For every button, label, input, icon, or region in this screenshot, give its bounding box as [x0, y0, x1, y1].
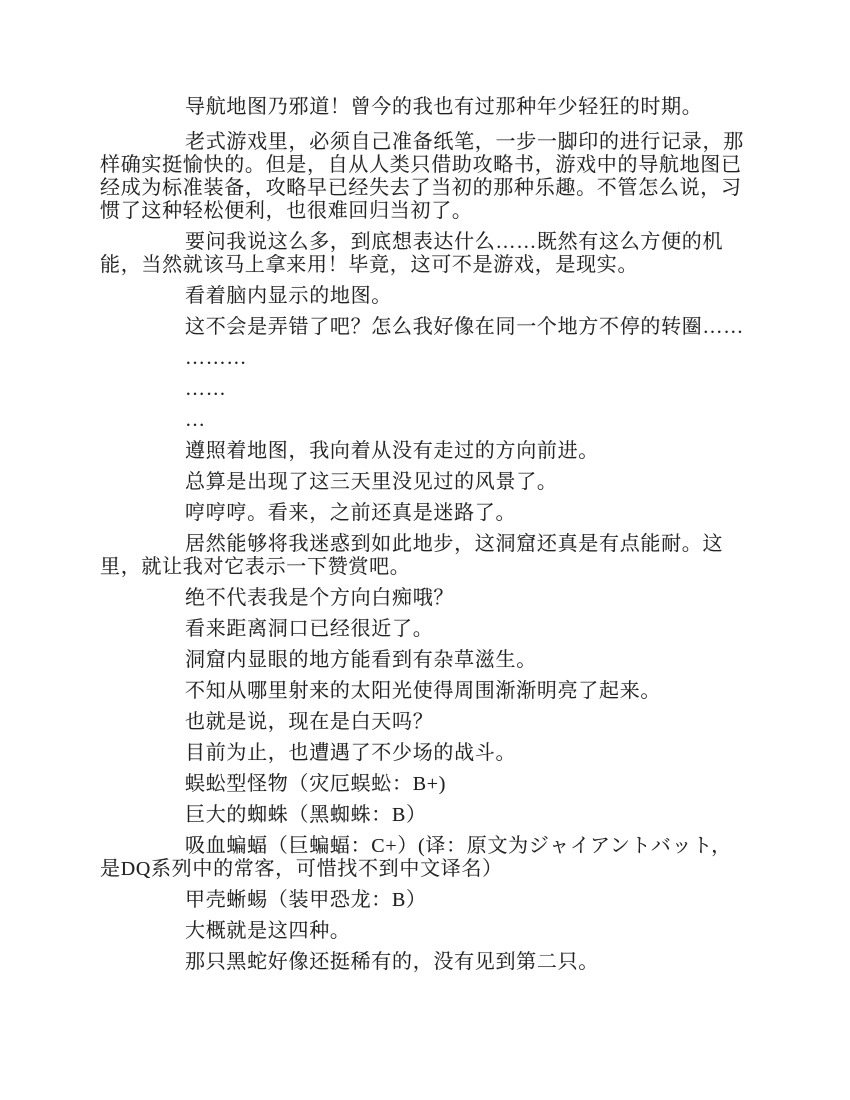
paragraph: 也就是说，现在是白天吗？: [185, 711, 434, 733]
paragraph: 蜈蚣型怪物（灾厄蜈蚣：B+): [185, 773, 447, 795]
paragraph: …: [185, 409, 206, 431]
paragraph: 目前为止，也遭遇了不少场的战斗。: [185, 742, 517, 764]
paragraph: 居然能够将我迷惑到如此地步，这洞窟还真是有点能耐。这里，就让我对它表示一下赞赏吧。: [100, 533, 724, 578]
paragraph: 看着脑内显示的地图。: [185, 285, 392, 307]
paragraph: 吸血蝙蝠（巨蝙蝠：C+）(译：原文为ジャイアントバット，是DQ系列中的常客，可惜找不到中文译名）: [100, 835, 732, 880]
paragraph: 导航地图乃邪道！曾今的我也有过那种年少轻狂的时期。: [185, 96, 703, 118]
paragraph: 绝不代表我是个方向白痴哦？: [185, 587, 455, 609]
paragraph: 不知从哪里射来的太阳光使得周围渐渐明亮了起来。: [185, 680, 662, 702]
paragraph: 洞窟内显眼的地方能看到有杂草滋生。: [185, 649, 537, 671]
paragraph: ………: [185, 347, 248, 369]
paragraph: 看来距离洞口已经很近了。: [185, 618, 434, 640]
paragraph: 那只黑蛇好像还挺稀有的，没有见到第二只。: [185, 951, 599, 973]
paragraph: 老式游戏里，必须自己准备纸笔，一步一脚印的进行记录，那样确实挺愉快的。但是，自从人类只借助攻略书，游戏中的导航地图已经成为标准装备，攻略早已经失去了当初的那种乐趣。不管怎么说，习惯了这种轻松便利，也很难回归当初了。: [100, 131, 744, 222]
paragraph: 甲壳蜥蜴（装甲恐龙：B）: [185, 889, 427, 911]
paragraph: 大概就是这四种。: [185, 920, 351, 942]
paragraph: 这不会是弄错了吧？怎么我好像在同一个地方不停的转圈……: [185, 316, 744, 338]
novel-text: [100, 96, 745, 982]
paragraph: ……: [185, 378, 227, 400]
paragraph: 巨大的蜘蛛（黑蜘蛛：B）: [185, 804, 427, 826]
paragraph: 要问我说这么多，到底想表达什么……既然有这么方便的机能，当然就该马上拿来用！毕竟，这可不是游戏，是现实。: [100, 231, 724, 276]
paragraph: 总算是出现了这三天里没见过的风景了。: [185, 471, 558, 493]
paragraph: 哼哼哼。看来，之前还真是迷路了。: [185, 502, 517, 524]
paragraph: 遵照着地图，我向着从没有走过的方向前进。: [185, 440, 599, 462]
